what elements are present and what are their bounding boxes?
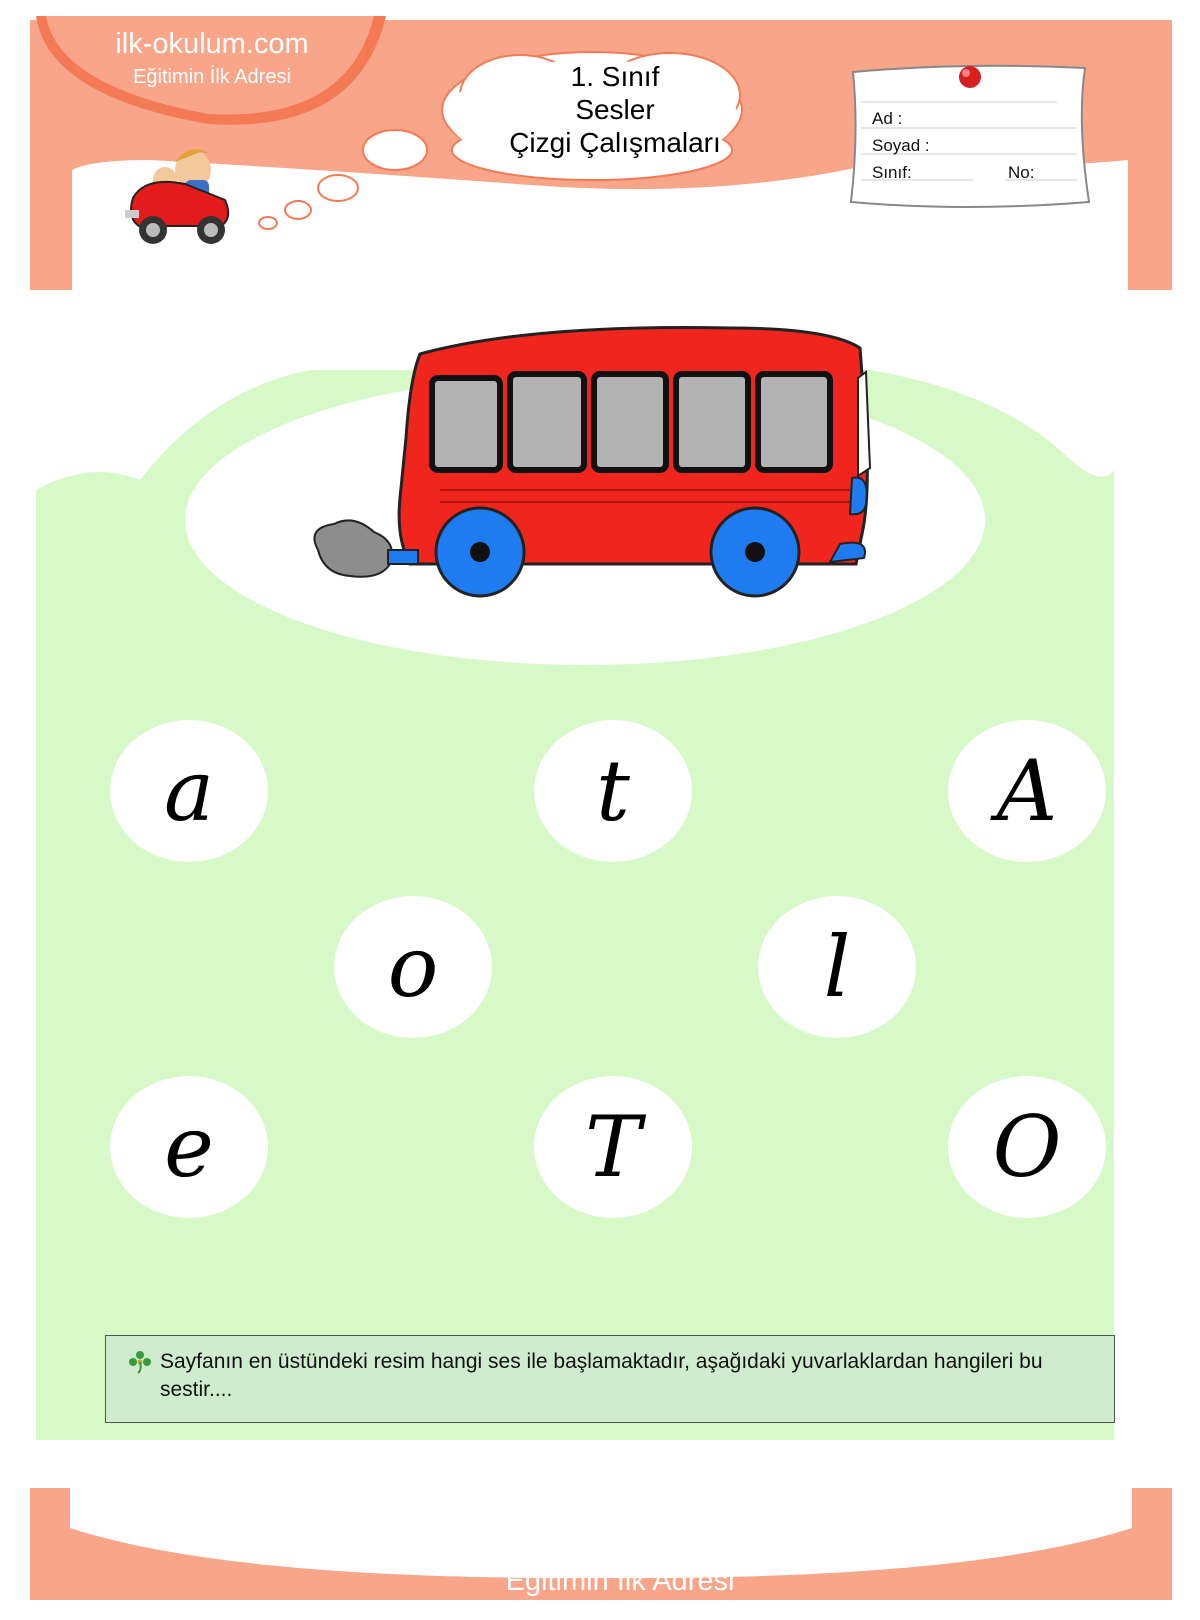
- letter-circle[interactable]: [948, 1076, 1106, 1218]
- title-line-topic: Sesler: [575, 94, 655, 125]
- letter: e: [164, 1098, 214, 1196]
- name-label: Ad :: [872, 109, 903, 128]
- letter-circle[interactable]: [110, 720, 268, 862]
- letter: o: [387, 918, 439, 1016]
- clover-icon: [128, 1350, 152, 1374]
- number-label: No:: [1008, 163, 1035, 182]
- letter: O: [992, 1098, 1062, 1196]
- letter-circle[interactable]: [534, 720, 692, 862]
- bus-illustration: [310, 318, 904, 610]
- logo-title[interactable]: ilk-okulum.com: [115, 28, 309, 60]
- logo-subtitle: Eğitimin İlk Adresi: [133, 66, 291, 88]
- letter: l: [823, 918, 851, 1016]
- letter: a: [163, 742, 215, 840]
- letter-circle[interactable]: [948, 720, 1106, 862]
- instruction-text: Sayfanın en üstündeki resim hangi ses ile başlamaktadır, aşağıdaki yuvarlaklardan hangileri bu sestir....: [160, 1350, 1043, 1401]
- letter-circle[interactable]: [334, 896, 492, 1038]
- letter-circle[interactable]: [110, 1076, 268, 1218]
- letter: A: [996, 742, 1058, 840]
- surname-label: Soyad :: [872, 136, 930, 155]
- letter-circle[interactable]: [534, 1076, 692, 1218]
- title-line-activity: Çizgi Çalışmaları: [509, 127, 721, 158]
- letter-circle[interactable]: [758, 896, 916, 1038]
- title-line-grade: 1. Sınıf: [570, 61, 660, 92]
- letter: T: [584, 1098, 642, 1196]
- instruction-box: [105, 1335, 1115, 1423]
- letter: t: [596, 742, 630, 840]
- class-label: Sınıf:: [872, 163, 912, 182]
- footer-subtitle: Eğitimin İlk Adresi: [505, 1565, 735, 1597]
- worksheet-title: [470, 60, 760, 159]
- footer-title[interactable]: ilk-okulum.com: [473, 1515, 767, 1564]
- cartoon-car-icon: [125, 140, 240, 255]
